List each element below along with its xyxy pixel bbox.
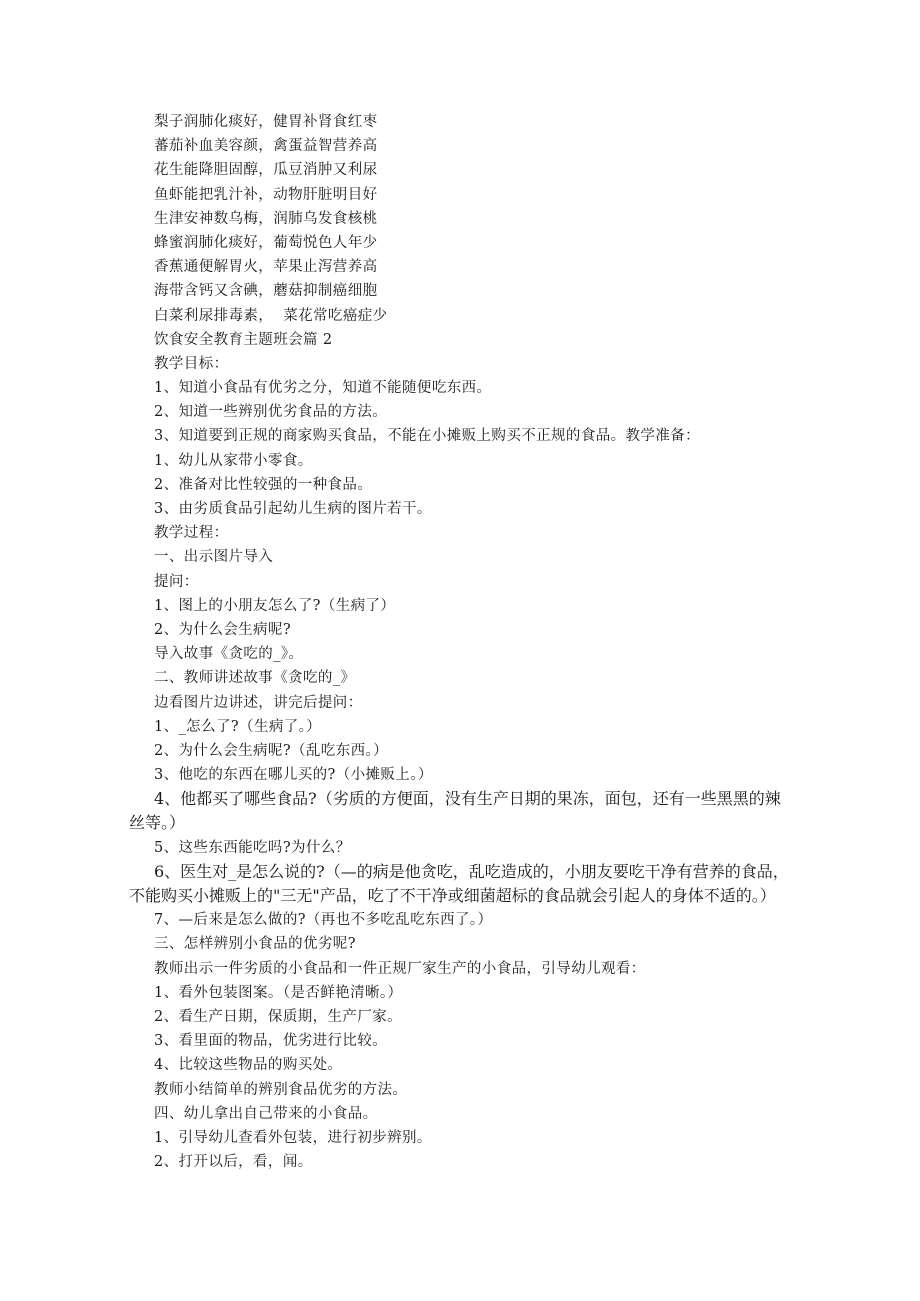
poem-line-5: 生津安神数乌梅，润肺乌发食核桃 xyxy=(154,210,378,227)
part2-title: 二、教师讲述故事《贪吃的_》 xyxy=(154,670,356,687)
part3-title: 三、怎样辨别小食品的优劣呢? xyxy=(154,936,356,953)
part2-item-2: 2、为什么会生病呢?（乱吃东西。） xyxy=(154,742,389,759)
part1-item-2: 2、为什么会生病呢? xyxy=(154,621,291,638)
document-body xyxy=(129,110,789,1174)
part2-item-3: 3、他吃的东西在哪儿买的?（小摊贩上。） xyxy=(154,767,433,784)
goal-item-3: 3、知道要到正规的商家购买食品，不能在小摊贩上购买不正规的食品。教学准备： xyxy=(154,428,701,445)
prep-item-3: 3、由劣质食品引起幼儿生病的图片若干。 xyxy=(154,501,432,517)
poem-line-2: 蕃茄补血美容颜，禽蛋益智营养高 xyxy=(154,138,378,155)
part3-item-4: 4、比较这些物品的购买处。 xyxy=(154,1057,343,1074)
part2-item-6 xyxy=(129,860,789,908)
part3-item-3: 3、看里面的物品，优劣进行比较。 xyxy=(154,1033,388,1050)
part1-ask: 提问： xyxy=(154,573,199,590)
part4-title: 四、幼儿拿出自己带来的小食品。 xyxy=(154,1105,378,1122)
part2-item-4-text: 4、他都买了哪些食品?（劣质的方便面，没有生产日期的果冻，面包，还有一些黑黑的辣丝等。） xyxy=(129,789,781,833)
poem-line-6: 蜂蜜润肺化痰好，葡萄悦色人年少 xyxy=(154,234,378,251)
part1-title: 一、出示图片导入 xyxy=(154,549,274,566)
goals-heading: 教学目标： xyxy=(154,355,229,372)
part1-lead: 导入故事《贪吃的_》。 xyxy=(154,646,304,663)
section-title: 饮食安全教育主题班会篇 2 xyxy=(154,331,333,348)
part3-summary: 教师小结简单的辨别食品优劣的方法。 xyxy=(154,1081,408,1098)
part2-item-4 xyxy=(129,787,789,835)
part2-item-5: 5、这些东西能吃吗?为什么？ xyxy=(154,839,351,856)
part2-item-6-text: 6、医生对_是怎么说的?（—的病是他贪吃，乱吃造成的，小朋友要吃干净有营养的食品，不能购买小摊贩上的"三无"产品，吃了不干净或细菌超标的食品就会引起人的身体不适的。） xyxy=(129,861,789,906)
part3-item-1: 1、看外包装图案。（是否鲜艳清晰。） xyxy=(154,984,403,1001)
poem-line-4: 鱼虾能把乳汁补，动物肝脏明目好 xyxy=(154,186,378,203)
poem-line-3: 花生能降胆固醇，瓜豆消肿又利尿 xyxy=(154,162,378,179)
poem-line-1: 梨子润肺化痰好，健胃补肾食红枣 xyxy=(154,114,378,130)
goal-item-1: 1、知道小食品有优劣之分，知道不能随便吃东西。 xyxy=(154,380,492,397)
part2-item-1: 1、_怎么了?（生病了。） xyxy=(154,718,322,735)
process-heading: 教学过程： xyxy=(154,525,229,542)
poem-line-8: 海带含钙又含碘，蘑菇抑制癌细胞 xyxy=(154,283,378,300)
part3-intro: 教师出示一件劣质的小食品和一件正规厂家生产的小食品，引导幼儿观看： xyxy=(154,960,646,977)
poem-line-9: 白菜利尿排毒素， 菜花常吃癌症少 xyxy=(154,307,388,324)
poem-line-7: 香蕉通便解胃火，苹果止泻营养高 xyxy=(154,259,378,276)
part2-intro: 边看图片边讲述，讲完后提问： xyxy=(154,694,363,711)
part3-item-2: 2、看生产日期，保质期，生产厂家。 xyxy=(154,1009,403,1025)
part4-item-2: 2、打开以后，看，闻。 xyxy=(154,1154,313,1171)
prep-item-1: 1、幼儿从家带小零食。 xyxy=(154,452,313,469)
prep-item-2: 2、准备对比性较强的一种食品。 xyxy=(154,476,373,493)
part4-item-1: 1、引导幼儿查看外包装，进行初步辨别。 xyxy=(154,1129,432,1146)
part1-item-1: 1、图上的小朋友怎么了?（生病了） xyxy=(154,597,396,614)
goal-item-2: 2、知道一些辨别优劣食品的方法。 xyxy=(154,404,388,421)
part2-item-7: 7、—后来是怎么做的?（再也不多吃乱吃东西了。） xyxy=(154,912,493,929)
